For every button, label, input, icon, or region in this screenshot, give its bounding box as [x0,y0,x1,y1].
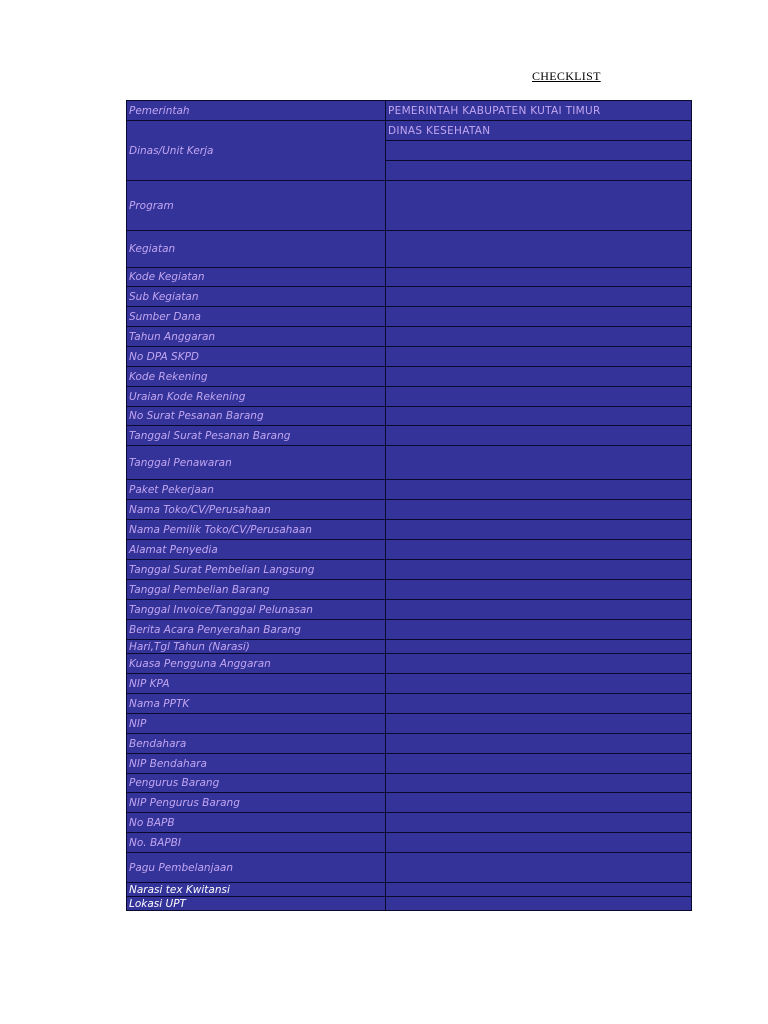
table-row [127,327,692,347]
value-cell[interactable] [386,161,692,181]
row-label: Kode Rekening [127,367,386,387]
table-row [127,231,692,268]
table-row [127,897,692,911]
value-cell[interactable] [386,620,692,640]
table-row [127,754,692,774]
value-cell[interactable] [386,853,692,883]
row-label-pemerintah: Pemerintah [127,101,386,121]
row-label: Tanggal Surat Pesanan Barang [127,426,386,446]
row-label: Sumber Dana [127,307,386,327]
row-label: Narasi tex Kwitansi [127,883,386,897]
value-cell[interactable] [386,141,692,161]
row-label: Tanggal Invoice/Tanggal Pelunasan [127,600,386,620]
table-row [127,883,692,897]
value-cell[interactable] [386,754,692,774]
table-row [127,734,692,754]
value-cell[interactable] [386,897,692,911]
value-cell[interactable] [386,407,692,426]
table-row [127,387,692,407]
value-cell[interactable] [386,793,692,813]
table-row [127,600,692,620]
table-row [127,580,692,600]
value-cell[interactable] [386,446,692,480]
value-cell[interactable] [386,774,692,793]
table-row [127,793,692,813]
value-cell[interactable] [386,654,692,674]
row-label: Kode Kegiatan [127,268,386,287]
value-cell[interactable] [386,714,692,734]
table-row [127,268,692,287]
row-label: NIP Bendahara [127,754,386,774]
row-label: Berita Acara Penyerahan Barang [127,620,386,640]
value-cell[interactable] [386,327,692,347]
table-row [127,426,692,446]
value-cell[interactable] [386,231,692,268]
value-cell[interactable] [386,580,692,600]
row-label-dinas: Dinas/Unit Kerja [127,121,386,181]
table-row [127,101,692,121]
value-cell[interactable] [386,600,692,620]
row-label: Hari,Tgl Tahun (Narasi) [127,640,386,654]
row-label: Pengurus Barang [127,774,386,793]
row-label: Tanggal Pembelian Barang [127,580,386,600]
value-cell[interactable] [386,674,692,694]
row-label: No DPA SKPD [127,347,386,367]
value-cell[interactable] [386,367,692,387]
row-label: Bendahara [127,734,386,754]
table-row [127,654,692,674]
checklist-table [126,100,692,911]
value-cell[interactable] [386,268,692,287]
document-title: CHECKLIST [532,69,601,83]
value-cell[interactable] [386,833,692,853]
table-row [127,181,692,231]
table-row [127,407,692,426]
row-label: Nama PPTK [127,694,386,714]
table-row [127,446,692,480]
value-cell[interactable] [386,307,692,327]
value-cell[interactable] [386,287,692,307]
row-label: Nama Toko/CV/Perusahaan [127,500,386,520]
table-row [127,620,692,640]
value-cell[interactable] [386,387,692,407]
value-cell[interactable] [386,426,692,446]
row-label: NIP Pengurus Barang [127,793,386,813]
value-cell[interactable] [386,480,692,500]
table-row [127,347,692,367]
row-label: Kuasa Pengguna Anggaran [127,654,386,674]
table-row [127,367,692,387]
value-pemerintah[interactable]: PEMERINTAH KABUPATEN KUTAI TIMUR [386,101,692,121]
row-label: NIP [127,714,386,734]
row-label: Sub Kegiatan [127,287,386,307]
value-cell[interactable] [386,813,692,833]
table-row [127,560,692,580]
row-label: No. BAPBI [127,833,386,853]
table-row [127,287,692,307]
row-label: Kegiatan [127,231,386,268]
table-row [127,694,692,714]
value-cell[interactable] [386,734,692,754]
value-cell[interactable] [386,560,692,580]
value-cell[interactable] [386,181,692,231]
table-row [127,307,692,327]
table-row [127,853,692,883]
row-label: Alamat Penyedia [127,540,386,560]
table-row [127,774,692,793]
row-label: No Surat Pesanan Barang [127,407,386,426]
table-row [127,714,692,734]
value-cell[interactable] [386,694,692,714]
table-row [127,640,692,654]
table-row [127,121,692,141]
row-label: Lokasi UPT [127,897,386,911]
value-cell[interactable] [386,640,692,654]
row-label: Uraian Kode Rekening [127,387,386,407]
row-label: Paket Pekerjaan [127,480,386,500]
row-label: No BAPB [127,813,386,833]
table-row [127,813,692,833]
table-row [127,520,692,540]
table-row [127,480,692,500]
row-label: Tanggal Surat Pembelian Langsung [127,560,386,580]
value-cell[interactable] [386,520,692,540]
row-label: Tahun Anggaran [127,327,386,347]
value-cell[interactable] [386,883,692,897]
table-row [127,674,692,694]
table-row [127,540,692,560]
value-cell[interactable] [386,347,692,367]
table-row [127,500,692,520]
table-row [127,833,692,853]
row-label: Program [127,181,386,231]
row-label: Tanggal Penawaran [127,446,386,480]
value-dinas[interactable]: DINAS KESEHATAN [386,121,692,141]
row-label: Nama Pemilik Toko/CV/Perusahaan [127,520,386,540]
value-cell[interactable] [386,540,692,560]
row-label: Pagu Pembelanjaan [127,853,386,883]
value-cell[interactable] [386,500,692,520]
row-label: NIP KPA [127,674,386,694]
